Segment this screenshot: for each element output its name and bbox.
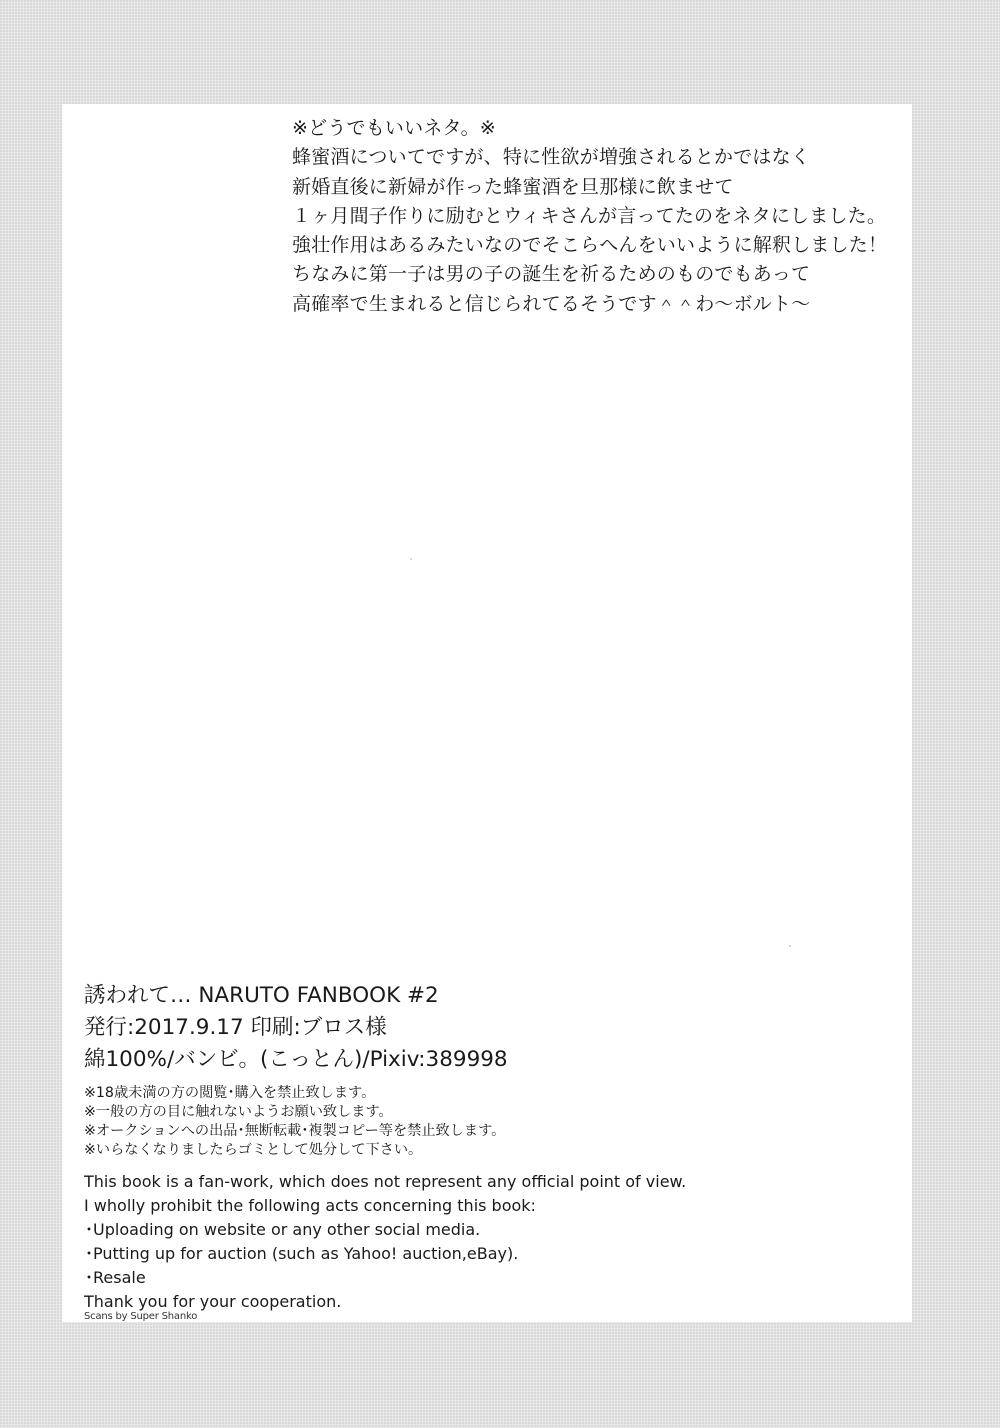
paper-speck bbox=[789, 945, 791, 947]
author-note-line: 強壮作用はあるみたいなのでそこらへんをいいように解釈しました！ bbox=[292, 234, 888, 257]
notice-line: ※一般の方の目に触れないようお願い致します。 bbox=[84, 1104, 393, 1120]
publish-info: 発行:2017.9.17 印刷:ブロス様 bbox=[84, 1015, 387, 1040]
author-note-line: 新婚直後に新婦が作った蜂蜜酒を旦那様に飲ませて bbox=[292, 175, 734, 198]
notice-en-line: I wholly prohibit the following acts concerning this book: bbox=[84, 1196, 536, 1215]
notices-japanese bbox=[84, 1084, 505, 1160]
notice-en-bullet: ･Uploading on website or any other social media. bbox=[85, 1220, 481, 1239]
scan-credit: Scans by Super Shanko bbox=[84, 1311, 198, 1322]
notice-en-line: This book is a fan-work, which does not represent any official point of view. bbox=[84, 1172, 687, 1191]
author-note bbox=[292, 114, 932, 319]
author-note-line: １ヶ月間子作りに励むとウィキさんが言ってたのをネタにしました。 bbox=[292, 204, 887, 227]
colophon bbox=[84, 980, 508, 1076]
notices-english bbox=[84, 1170, 686, 1314]
circle-info: 綿100%/バンビ。(こっとん)/Pixiv:389998 bbox=[84, 1047, 508, 1072]
author-note-line: 蜂蜜酒についてですが、特に性欲が増強されるとかではなく bbox=[292, 146, 811, 169]
notice-line: ※18歳未満の方の閲覧･購入を禁止致します。 bbox=[84, 1085, 376, 1101]
notice-line: ※オークションへの出品･無断転載･複製コピー等を禁止致します。 bbox=[84, 1123, 506, 1139]
notice-en-bullet: ･Putting up for auction (such as Yahoo! auction,eBay). bbox=[85, 1244, 519, 1263]
notice-en-bullet: ･Resale bbox=[85, 1268, 146, 1287]
notice-line: ※いらなくなりましたらゴミとして処分して下さい。 bbox=[84, 1142, 423, 1158]
paper-speck bbox=[410, 558, 412, 560]
author-note-heading: ※どうでもいいネタ。※ bbox=[292, 117, 496, 139]
notice-en-thanks: Thank you for your cooperation. bbox=[84, 1292, 342, 1311]
book-title: 誘われて… NARUTO FANBOOK #2 bbox=[84, 983, 439, 1008]
author-note-line: 高確率で生まれると信じられてるそうです＾＾わ〜ボルト〜 bbox=[292, 292, 811, 315]
author-note-line: ちなみに第一子は男の子の誕生を祈るためのものでもあって bbox=[292, 263, 811, 286]
